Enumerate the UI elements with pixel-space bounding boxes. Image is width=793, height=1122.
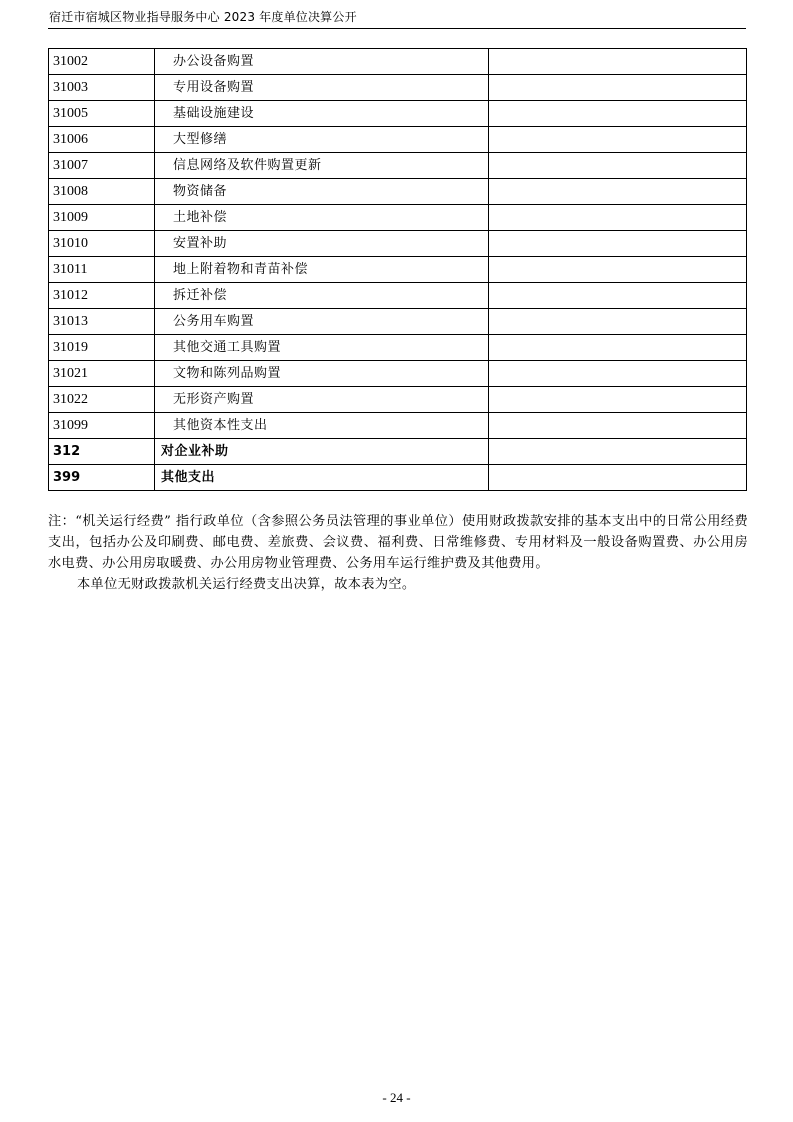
- row-amount-cell: [489, 309, 747, 335]
- note-empty-statement: 本单位无财政拨款机关运行经费支出决算，故本表为空。: [77, 577, 416, 592]
- row-code-cell: 31021: [49, 361, 155, 387]
- expenditure-table-body: [49, 49, 747, 491]
- table-row: [49, 387, 747, 413]
- expenditure-table: [48, 48, 747, 491]
- row-amount-cell: [489, 361, 747, 387]
- row-name-cell: 安置补助: [155, 231, 489, 257]
- note-definition: 注：“机关运行经费” 指行政单位（含参照公务员法管理的事业单位）使用财政拨款安排的基本支出中的日常公用经费支出，包括办公及印刷费、邮电费、差旅费、会议费、福利费、日常维修费、专用材料及一般设备购置费、办公用房水电费、办公用房取暖费、办公用房物业管理费、公务用车运行维护费及其他费用。: [48, 514, 748, 571]
- row-name-cell: 公务用车购置: [155, 309, 489, 335]
- row-code-cell: 31006: [49, 127, 155, 153]
- row-amount-cell: [489, 465, 747, 491]
- row-name-cell: 物资储备: [155, 179, 489, 205]
- row-name-cell: 大型修缮: [155, 127, 489, 153]
- row-code-cell: 399: [49, 465, 155, 491]
- row-code-cell: 31009: [49, 205, 155, 231]
- row-name-cell: 对企业补助: [155, 439, 489, 465]
- row-name-cell: 办公设备购置: [155, 49, 489, 75]
- document-header-title: 宿迁市宿城区物业指导服务中心 2023 年度单位决算公开: [49, 10, 357, 24]
- table-row: [49, 75, 747, 101]
- row-amount-cell: [489, 413, 747, 439]
- table-row: [49, 439, 747, 465]
- table-row: [49, 335, 747, 361]
- table-row: [49, 361, 747, 387]
- table-row: [49, 309, 747, 335]
- row-name-cell: 地上附着物和青苗补偿: [155, 257, 489, 283]
- row-amount-cell: [489, 49, 747, 75]
- row-code-cell: 31011: [49, 257, 155, 283]
- row-name-cell: 专用设备购置: [155, 75, 489, 101]
- row-amount-cell: [489, 75, 747, 101]
- table-row: [49, 465, 747, 491]
- row-amount-cell: [489, 283, 747, 309]
- row-code-cell: 31003: [49, 75, 155, 101]
- row-code-cell: 31007: [49, 153, 155, 179]
- table-row: [49, 231, 747, 257]
- row-name-cell: 信息网络及软件购置更新: [155, 153, 489, 179]
- row-amount-cell: [489, 127, 747, 153]
- row-name-cell: 其他支出: [155, 465, 489, 491]
- row-name-cell: 其他资本性支出: [155, 413, 489, 439]
- row-amount-cell: [489, 439, 747, 465]
- row-code-cell: 31008: [49, 179, 155, 205]
- table-row: [49, 127, 747, 153]
- header-divider: [48, 28, 746, 29]
- row-code-cell: 312: [49, 439, 155, 465]
- row-name-cell: 其他交通工具购置: [155, 335, 489, 361]
- table-row: [49, 153, 747, 179]
- row-code-cell: 31019: [49, 335, 155, 361]
- row-code-cell: 31099: [49, 413, 155, 439]
- row-amount-cell: [489, 101, 747, 127]
- table-row: [49, 257, 747, 283]
- row-code-cell: 31002: [49, 49, 155, 75]
- table-row: [49, 179, 747, 205]
- table-row: [49, 101, 747, 127]
- table-row: [49, 413, 747, 439]
- row-name-cell: 拆迁补偿: [155, 283, 489, 309]
- row-code-cell: 31012: [49, 283, 155, 309]
- table-row: [49, 205, 747, 231]
- table-row: [49, 283, 747, 309]
- row-name-cell: 无形资产购置: [155, 387, 489, 413]
- table-note: [48, 511, 748, 595]
- row-amount-cell: [489, 335, 747, 361]
- row-name-cell: 土地补偿: [155, 205, 489, 231]
- table-row: [49, 49, 747, 75]
- row-code-cell: 31010: [49, 231, 155, 257]
- row-amount-cell: [489, 257, 747, 283]
- row-code-cell: 31013: [49, 309, 155, 335]
- row-code-cell: 31005: [49, 101, 155, 127]
- row-name-cell: 基础设施建设: [155, 101, 489, 127]
- page-number: - 24 -: [382, 1090, 411, 1105]
- row-name-cell: 文物和陈列品购置: [155, 361, 489, 387]
- row-amount-cell: [489, 153, 747, 179]
- row-code-cell: 31022: [49, 387, 155, 413]
- row-amount-cell: [489, 231, 747, 257]
- row-amount-cell: [489, 179, 747, 205]
- row-amount-cell: [489, 205, 747, 231]
- row-amount-cell: [489, 387, 747, 413]
